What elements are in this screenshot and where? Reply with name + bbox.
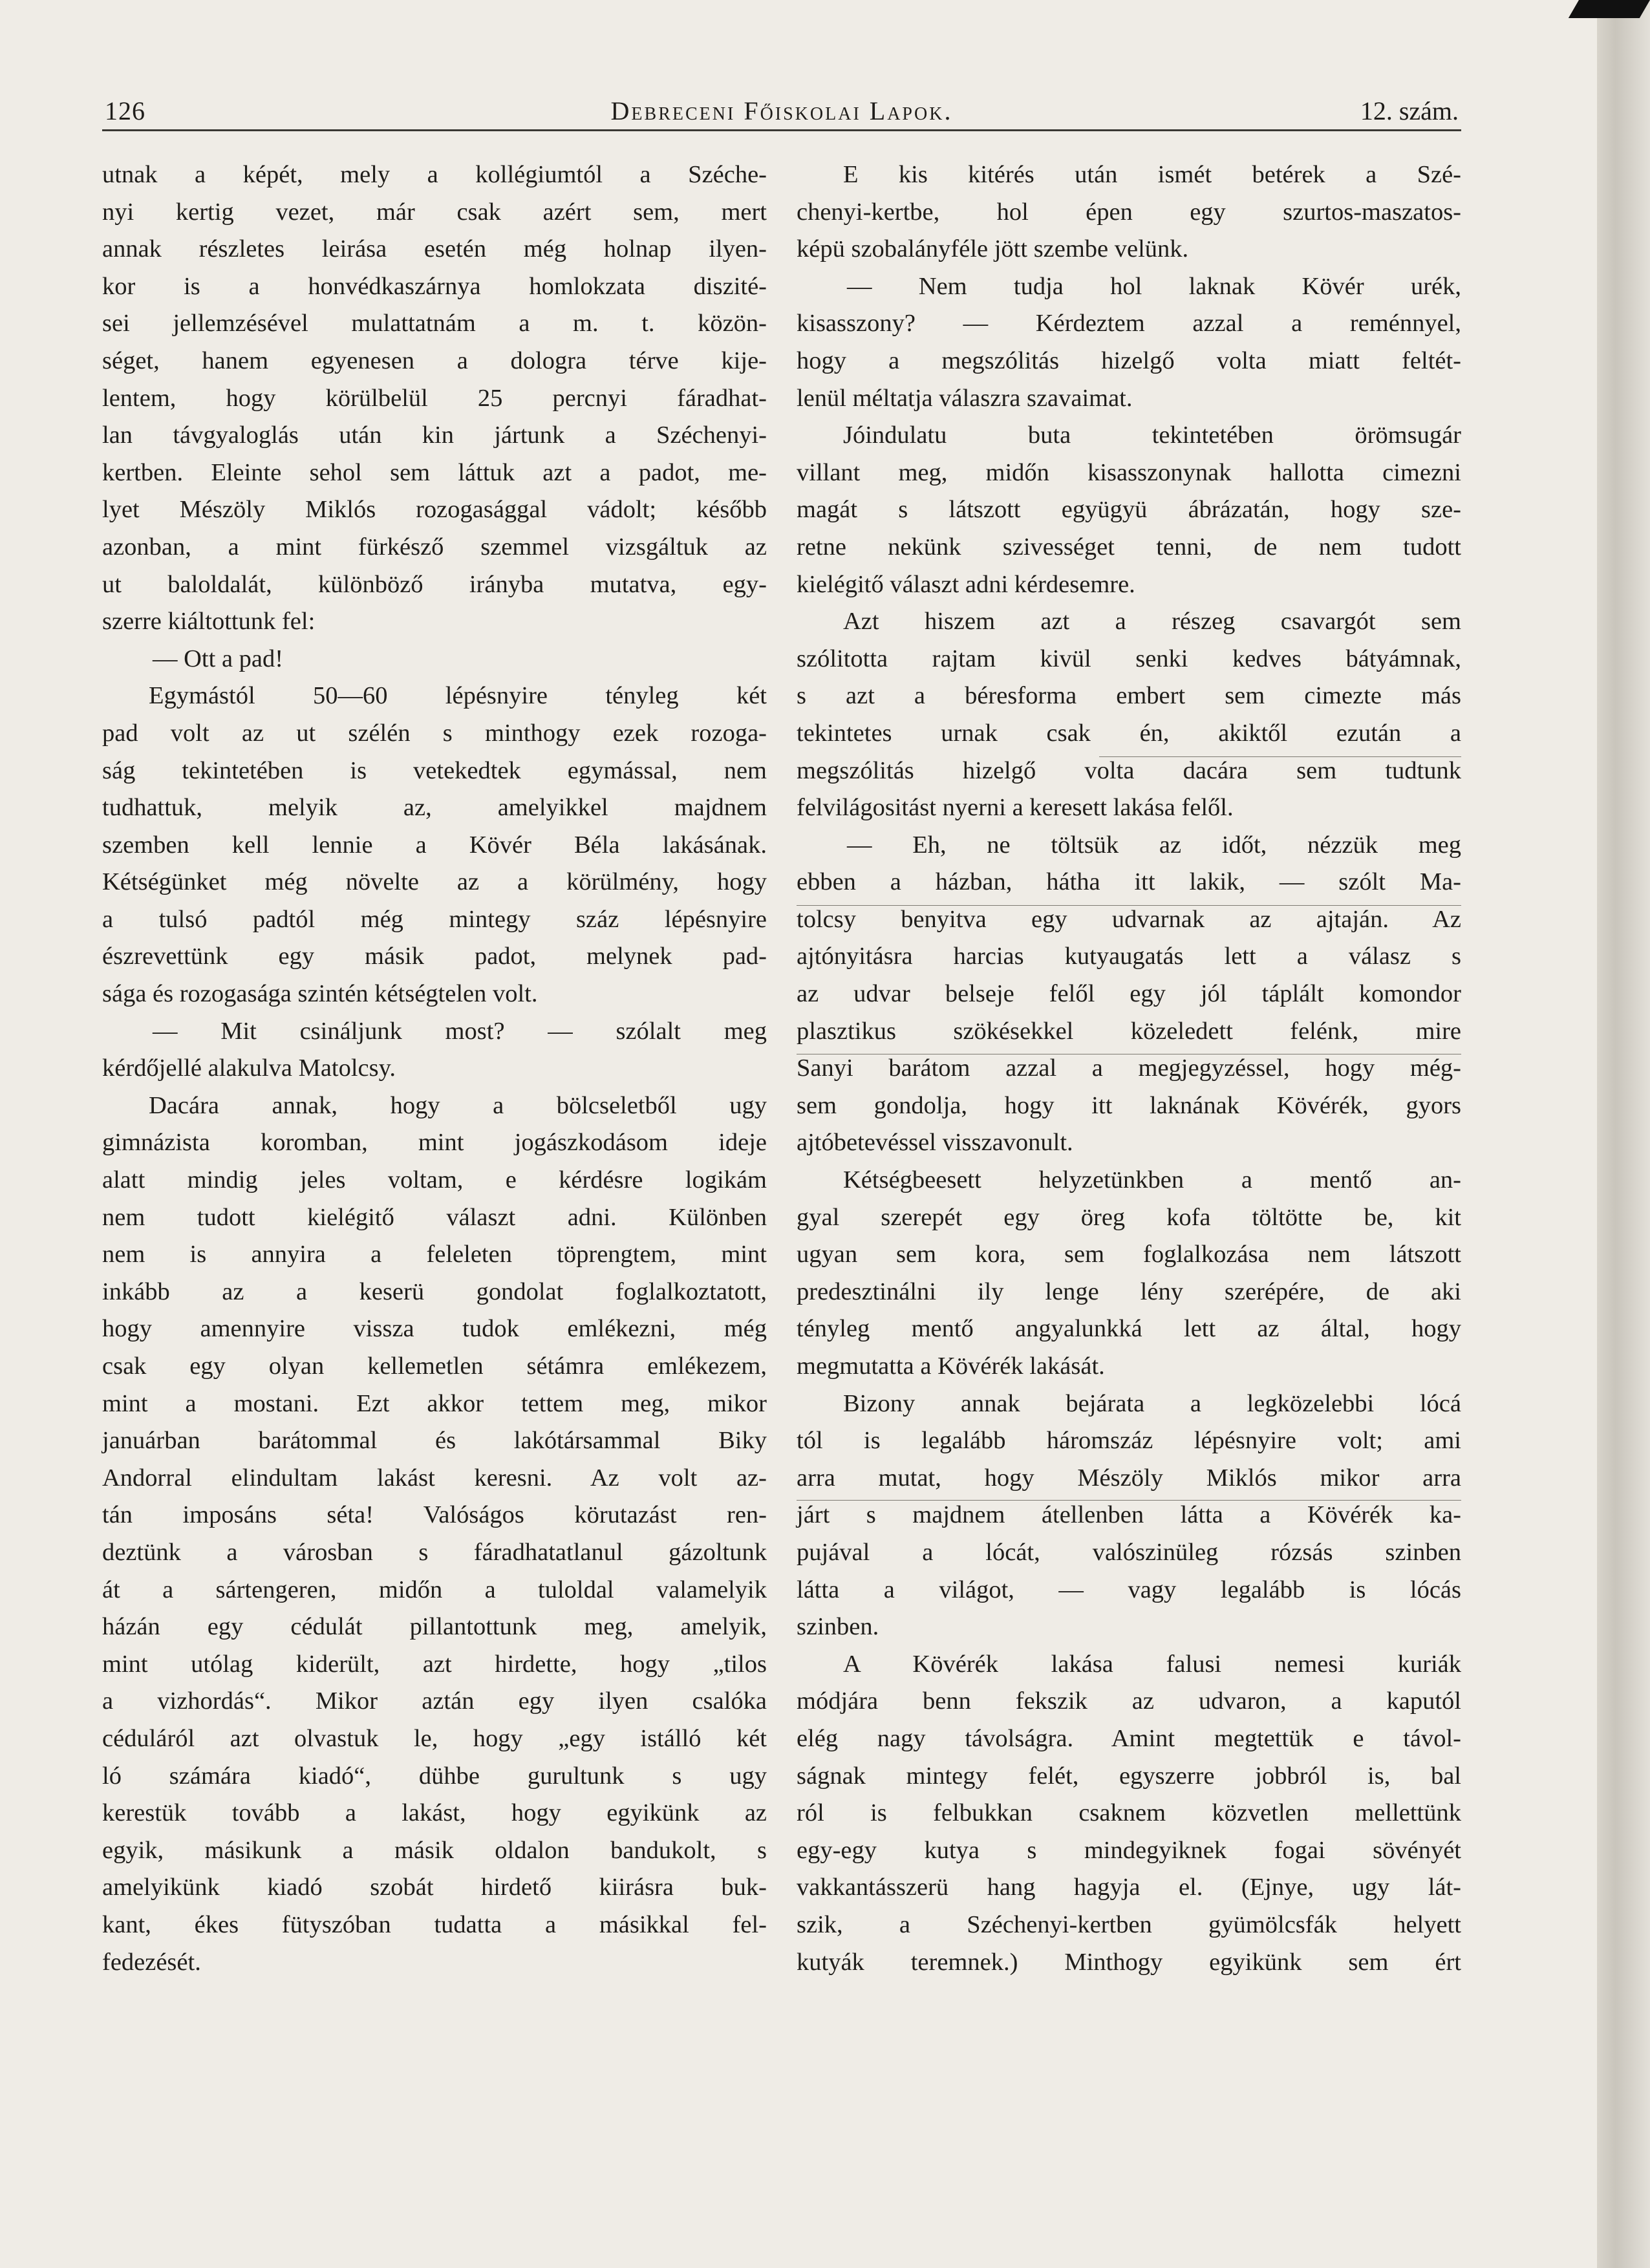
text-line: ság tekintetében is vetekedtek egymással, nem bbox=[102, 756, 767, 784]
running-header bbox=[102, 89, 1461, 131]
text-line: szemben kell lennie a Kövér Béla lakásának. bbox=[102, 831, 767, 859]
text-line: Dacára annak, hogy a bölcseletből ugy bbox=[149, 1091, 767, 1119]
text-line: észrevettünk egy másik padot, melynek pad- bbox=[102, 943, 767, 970]
text-line: tól is legalább háromszáz lépésnyire volt; ami bbox=[797, 1427, 1461, 1455]
text-line: tudhattuk, melyik az, amelyikkel majdnem bbox=[102, 794, 767, 822]
left-column bbox=[102, 156, 767, 1981]
right-column bbox=[797, 156, 1461, 1981]
text-line: megmutatta a Kövérék lakását. bbox=[797, 1353, 1105, 1380]
text-line: inkább az a keserü gondolat foglalkoztatott, bbox=[102, 1278, 767, 1305]
text-line: vakkantásszerü hang hagyja el. (Ejnye, ugy lát- bbox=[797, 1874, 1461, 1901]
text-line: séget, hanem egyenesen a dologra térve kije- bbox=[102, 347, 767, 374]
text-line: elég nagy távolságra. Amint megtettük e távol- bbox=[797, 1724, 1461, 1752]
text-line: januárban barátommal és lakótársammal Biky bbox=[102, 1427, 767, 1455]
text-line: Sanyi barátom azzal a megjegyzéssel, hogy még- bbox=[797, 1054, 1461, 1082]
text-line: ságnak mintegy felét, egyszerre jobbról is, bal bbox=[797, 1762, 1461, 1790]
text-line: csak egy olyan kellemetlen sétámra emlékezem, bbox=[102, 1353, 767, 1380]
journal-title: Debreceni Főiskolai Lapok. bbox=[610, 96, 953, 125]
text-line: ajtónyitásra harcias kutyaugatás lett a válasz s bbox=[797, 943, 1461, 970]
text-line: alatt mindig jeles voltam, e kérdésre logikám bbox=[102, 1166, 767, 1194]
text-line: amelyikünk kiadó szobát hirdető kiirásra buk- bbox=[102, 1874, 767, 1901]
text-line: pad volt az ut szélén s minthogy ezek rozoga- bbox=[102, 719, 767, 747]
text-line: ut baloldalát, különböző irányba mutatva, egy- bbox=[102, 570, 767, 598]
text-line: lan távgyaloglás után kin jártunk a Széchenyi- bbox=[102, 422, 767, 449]
page-edge-shadow bbox=[1597, 0, 1650, 2268]
text-line: deztünk a városban s fáradhatatlanul gázoltunk bbox=[102, 1538, 767, 1566]
text-line: képü szobalányféle jött szembe velünk. bbox=[797, 235, 1189, 263]
text-line: ebben a házban, hátha itt lakik, — szólt Ma- bbox=[797, 868, 1461, 896]
text-line: Andorral elindultam lakást keresni. Az volt az- bbox=[102, 1464, 767, 1492]
text-line: Kétségbeesett helyzetünkben a mentő an- bbox=[843, 1166, 1461, 1194]
text-line: mint a mostani. Ezt akkor tettem meg, mikor bbox=[102, 1389, 767, 1417]
text-line: egyik, másikunk a másik oldalon bandukolt, s bbox=[102, 1836, 767, 1864]
text-line: plasztikus szökésekkel közeledett felénk, mire bbox=[797, 1017, 1461, 1045]
text-line: szinben. bbox=[797, 1613, 879, 1641]
text-line: chenyi-kertbe, hol épen egy szurtos-maszatos- bbox=[797, 198, 1461, 226]
text-line: szerre kiáltottunk fel: bbox=[102, 608, 316, 636]
text-line: módjára benn fekszik az udvaron, a kaputól bbox=[797, 1687, 1461, 1715]
text-line: annak részletes leirása esetén még holnap ilyen- bbox=[102, 235, 767, 263]
text-line: Jóindulatu buta tekintetében örömsugár bbox=[843, 422, 1461, 449]
text-line: — Mit csináljunk most? — szólalt meg bbox=[153, 1017, 767, 1045]
text-line: ról is felbukkan csaknem közvetlen mellettünk bbox=[797, 1799, 1461, 1827]
text-line: nyi kertig vezet, már csak azért sem, mert bbox=[102, 198, 767, 226]
text-line: a tulsó padtól még mintegy száz lépésnyire bbox=[102, 905, 767, 933]
issue-number: 12. szám. bbox=[1360, 96, 1459, 125]
text-line: nem is annyira a feleleten töprengtem, mint bbox=[102, 1241, 767, 1268]
text-line: pujával a lócát, valószinüleg rózsás szinben bbox=[797, 1538, 1461, 1566]
text-line: szik, a Széchenyi-kertben gyümölcsfák helyett bbox=[797, 1910, 1461, 1938]
text-line: céduláról azt olvastuk le, hogy „egy istálló két bbox=[102, 1724, 767, 1752]
text-line: Egymástól 50—60 lépésnyire tényleg két bbox=[149, 682, 767, 710]
text-line: lyet Mészöly Miklós rozogasággal vádolt; később bbox=[102, 496, 767, 524]
text-line: gyal szerepét egy öreg kofa töltötte be, kit bbox=[797, 1203, 1461, 1231]
text-line: tekintetes urnak csak én, akiktől ezután a bbox=[797, 719, 1461, 747]
text-line: tényleg mentő angyalunkká lett az által, hogy bbox=[797, 1315, 1461, 1343]
text-line: magát s látszott együgyü ábrázatán, hogy sze- bbox=[797, 496, 1461, 524]
scan-corner-mark bbox=[1569, 0, 1650, 18]
text-line: — Nem tudja hol laknak Kövér urék, bbox=[847, 272, 1461, 300]
text-line: kérdőjellé alakulva Matolcsy. bbox=[102, 1054, 396, 1082]
text-line: mint utólag kiderült, azt hirdette, hogy „tilos bbox=[102, 1650, 767, 1678]
text-line: kerestük tovább a lakást, hogy egyikünk az bbox=[102, 1799, 767, 1827]
text-line: hogy a megszólitás hizelgő volta miatt feltét- bbox=[797, 347, 1461, 374]
text-line: kisasszony? — Kérdeztem azzal a reménnyel, bbox=[797, 310, 1461, 337]
text-line: azonban, a mint fürkésző szemmel vizsgáltuk az bbox=[102, 533, 767, 561]
text-line: házán egy cédulát pillantottunk meg, amelyik, bbox=[102, 1613, 767, 1641]
text-line: sem gondolja, hogy itt laknának Kövérék, gyors bbox=[797, 1091, 1461, 1119]
text-line: gimnázista koromban, mint jogászkodásom ideje bbox=[102, 1129, 767, 1157]
scan-rule-line bbox=[797, 905, 1461, 906]
text-line: utnak a képét, mely a kollégiumtól a Széche- bbox=[102, 161, 767, 188]
text-line: az udvar belseje felől egy jól táplált komondor bbox=[797, 980, 1461, 1008]
text-line: E kis kitérés után ismét betérek a Szé- bbox=[843, 161, 1461, 188]
page-number: 126 bbox=[105, 96, 145, 125]
text-line: át a sártengeren, midőn a tuloldal valamelyik bbox=[102, 1576, 767, 1603]
scan-rule-line bbox=[797, 1500, 1461, 1501]
text-line: — Eh, ne töltsük az időt, nézzük meg bbox=[847, 831, 1461, 859]
text-line: Kétségünket még növelte az a körülmény, hogy bbox=[102, 868, 767, 896]
text-line: fedezését. bbox=[102, 1948, 201, 1976]
text-line: megszólitás hizelgő volta dacára sem tudtunk bbox=[797, 756, 1461, 784]
text-line: kutyák teremnek.) Minthogy egyikünk sem ért bbox=[797, 1948, 1461, 1976]
text-line: kant, ékes fütyszóban tudatta a másikkal fel- bbox=[102, 1910, 767, 1938]
text-line: szólitotta rajtam kivül senki kedves bátyámnak, bbox=[797, 645, 1461, 672]
text-line: Bizony annak bejárata a legközelebbi lócá bbox=[843, 1389, 1461, 1417]
text-line: kielégitő választ adni kérdesemre. bbox=[797, 570, 1135, 598]
text-line: — Ott a pad! bbox=[153, 645, 284, 672]
scan-rule-line bbox=[1099, 756, 1461, 757]
text-line: tolcsy benyitva egy udvarnak az ajtaján. Az bbox=[797, 905, 1461, 933]
text-line: s azt a béresforma embert sem cimezte más bbox=[797, 682, 1461, 710]
text-line: felvilágositást nyerni a keresett lakása felől. bbox=[797, 794, 1234, 822]
text-line: arra mutat, hogy Mészöly Miklós mikor arra bbox=[797, 1464, 1461, 1492]
text-line: lentem, hogy körülbelül 25 percnyi fáradhat- bbox=[102, 384, 767, 412]
text-line: látta a világot, — vagy legalább is lócás bbox=[797, 1576, 1461, 1603]
text-line: retne nekünk szivességet tenni, de nem tudott bbox=[797, 533, 1461, 561]
text-line: egy-egy kutya s mindegyiknek fogai sövényét bbox=[797, 1836, 1461, 1864]
text-line: kor is a honvédkaszárnya homlokzata diszité- bbox=[102, 272, 767, 300]
text-line: ugyan sem kora, sem foglalkozása nem látszott bbox=[797, 1241, 1461, 1268]
text-line: sága és rozogasága szintén kétségtelen volt. bbox=[102, 980, 538, 1008]
text-line: lenül méltatja válaszra szavaimat. bbox=[797, 384, 1133, 412]
text-line: sei jellemzésével mulattatnám a m. t. közön- bbox=[102, 310, 767, 337]
text-line: tán imposáns séta! Valóságos körutazást ren- bbox=[102, 1501, 767, 1529]
text-line: Azt hiszem azt a részeg csavargót sem bbox=[843, 608, 1461, 636]
text-line: villant meg, midőn kisasszonynak hallotta cimezni bbox=[797, 458, 1461, 486]
text-line: A Kövérék lakása falusi nemesi kuriák bbox=[843, 1650, 1461, 1678]
text-line: a vizhordás“. Mikor aztán egy ilyen csalóka bbox=[102, 1687, 767, 1715]
text-line: járt s majdnem átellenben látta a Kövérék ka- bbox=[797, 1501, 1461, 1529]
text-line: ló számára kiadó“, dühbe gurultunk s ugy bbox=[102, 1762, 767, 1790]
text-line: ajtóbetevéssel visszavonult. bbox=[797, 1129, 1073, 1157]
text-line: predesztinálni ily lenge lény szerépére, de aki bbox=[797, 1278, 1461, 1305]
text-line: nem tudott kielégitő választ adni. Különben bbox=[102, 1203, 767, 1231]
text-line: hogy amennyire vissza tudok emlékezni, még bbox=[102, 1315, 767, 1343]
text-line: kertben. Eleinte sehol sem láttuk azt a padot, me- bbox=[102, 458, 767, 486]
